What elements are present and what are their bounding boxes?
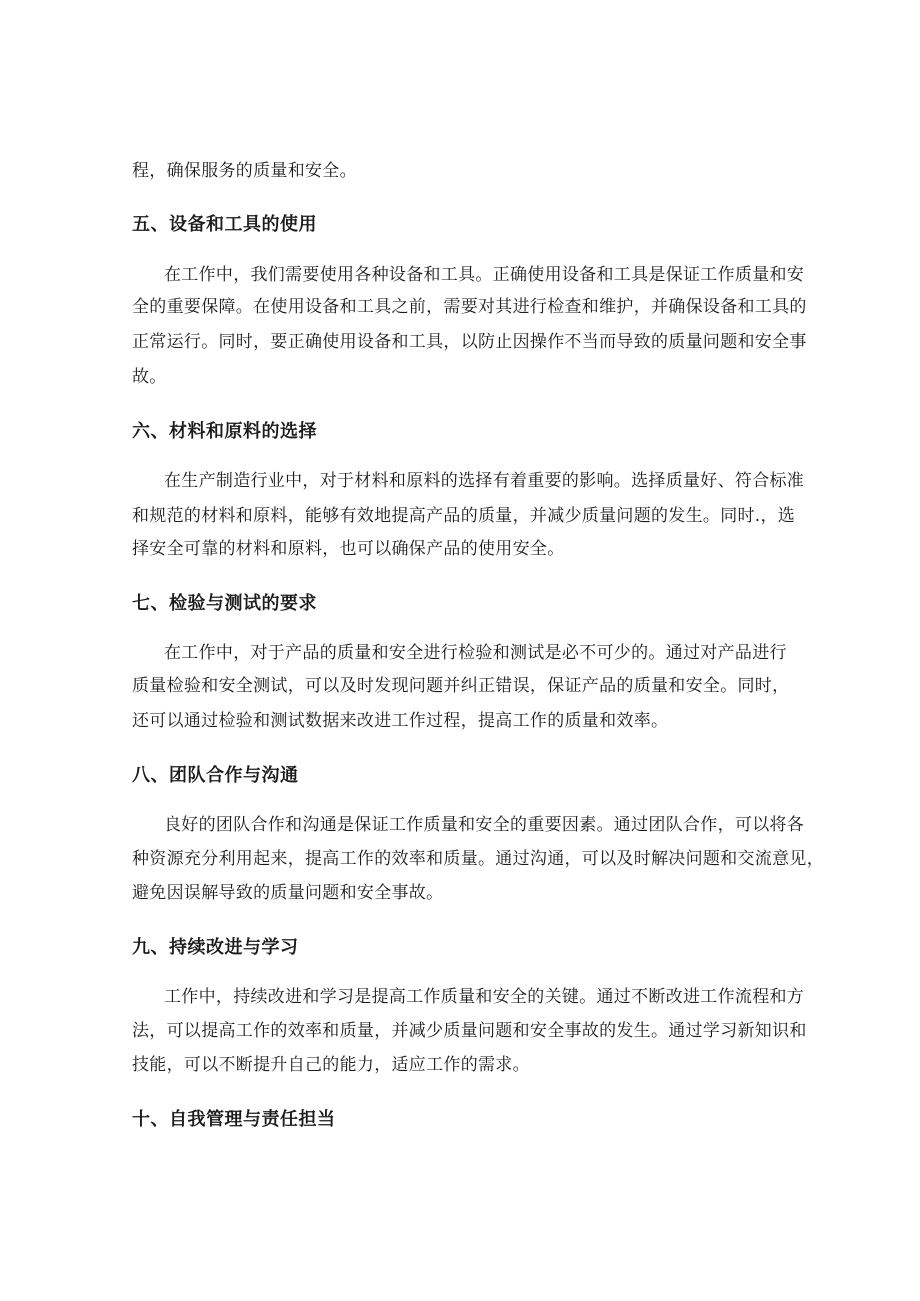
paragraph-line: 质量检验和安全测试，可以及时发现问题并纠正错误，保证产品的质量和安全。同时， xyxy=(132,676,790,696)
section-heading-6: 六、材料和原料的选择 xyxy=(132,421,317,442)
paragraph-line: 正常运行。同时，要正确使用设备和工具，以防止因操作不当而导致的质量问题和安全事 xyxy=(132,332,807,352)
paragraph-line: 避免因误解导致的质量问题和安全事故。 xyxy=(132,883,444,903)
paragraph-line: 良好的团队合作和沟通是保证工作质量和安全的重要因素。通过团队合作，可以将各 xyxy=(164,815,805,835)
section-heading-10: 十、自我管理与责任担当 xyxy=(132,1109,336,1130)
paragraph-line: 还可以通过检验和测试数据来改进工作过程，提高工作的质量和效率。 xyxy=(132,711,669,731)
paragraph-line: 择安全可靠的材料和原料，也可以确保产品的使用安全。 xyxy=(132,539,565,559)
paragraph-line: 工作中，持续改进和学习是提高工作质量和安全的关键。通过不断改进工作流程和方 xyxy=(164,987,805,1007)
section-heading-9: 九、持续改进与学习 xyxy=(132,937,299,958)
paragraph-line: 和规范的材料和原料，能够有效地提高产品的质量，并减少质量问题的发生。同时.，选 xyxy=(132,506,796,526)
paragraph-line: 在生产制造行业中，对于材料和原料的选择有着重要的影响。选择质量好、符合标准 xyxy=(164,471,805,491)
paragraph-line: 在工作中，我们需要使用各种设备和工具。正确使用设备和工具是保证工作质量和安 xyxy=(164,265,805,285)
paragraph-line: 全的重要保障。在使用设备和工具之前，需要对其进行检查和维护，并确保设备和工具的 xyxy=(132,297,807,317)
paragraph-line: 法，可以提高工作的效率和质量，并减少质量问题和安全事故的发生。通过学习新知识和 xyxy=(132,1021,807,1041)
paragraph-line: 故。 xyxy=(132,367,167,387)
continuation-line: 程，确保服务的质量和安全。 xyxy=(132,161,357,181)
paragraph-line: 种资源充分利用起来，提高工作的效率和质量。通过沟通，可以及时解决问题和交流意见， xyxy=(132,849,824,869)
paragraph-line: 在工作中，对于产品的质量和安全进行检验和测试是必不可少的。通过对产品进行 xyxy=(164,643,787,663)
paragraph-line: 技能，可以不断提升自己的能力，适应工作的需求。 xyxy=(132,1055,530,1075)
section-heading-5: 五、设备和工具的使用 xyxy=(132,214,317,235)
section-heading-8: 八、团队合作与沟通 xyxy=(132,765,299,786)
section-heading-7: 七、检验与测试的要求 xyxy=(132,593,317,614)
